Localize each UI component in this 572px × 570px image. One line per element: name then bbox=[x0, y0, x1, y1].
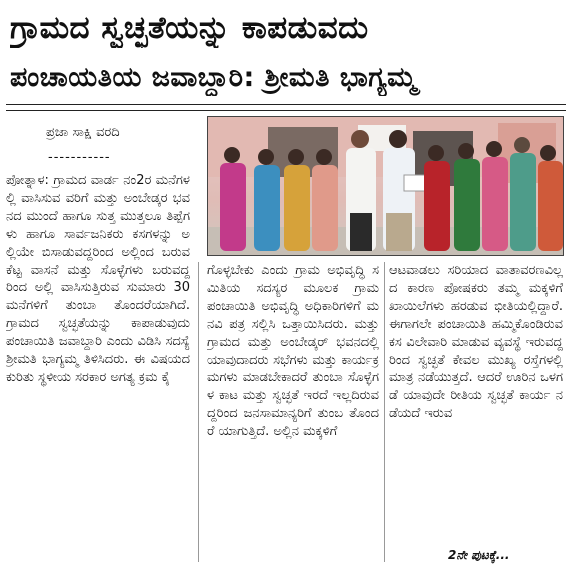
headline-divider-secondary bbox=[6, 110, 566, 111]
article-column-3: ಆಟವಾಡಲು ಸರಿಯಾದ ವಾತಾವರಣವಿಲ್ಲದ ಕಾರಣ ಪೋಷಕರು ತಮ್ಮ ಮಕ್ಕಳಿಗೆ ಖಾಯಿಲೆಗಳು ಹರಡುವ ಭೀತಿಯಲ್ಲಿದ್ದಾರೆ. ಈಗಾಗಲೇ ಪಂಚಾಯಿತಿ ಹಮ್ಮಿಕೊಂಡಿರುವ ಕಸ ವಿಲೇವಾರಿ ಮಾಡುವ ವ್ಯವಸ್ಥೆ ಇರುವದ್ದರಿಂದ ಸ್ವಚ್ಛತೆ ಕೇವಲ ಮುಖ್ಯ ರಸ್ತೆಗಳಲ್ಲಿ ಮಾತ್ರ ನಡೆಯುತ್ತದೆ. ಆದರೆ ಊರಿನ ಒಳಗಡೆ ಯಾವುದೇ ರೀತಿಯ ಸ್ವಚ್ಛತೆ ಕಾರ್ಯ ನಡೆಯದೆ ಇರುವ bbox=[389, 263, 563, 422]
article-column-2: ಗೊಳ್ಳಬೇಕು ಎಂದು ಗ್ರಾಮ ಅಭಿವೃದ್ಧಿ ಸಮಿತಿಯ ಸದಸ್ಯರ ಮೂಲಕ ಗ್ರಾಮ ಪಂಚಾಯಿತಿ ಅಭಿವೃದ್ಧಿ ಅಧಿಕಾರಿಗಳಿಗೆ ಮನವಿ ಪತ್ರ ಸಲ್ಲಿಸಿ ಒತ್ತಾಯಿಸಿದರು. ಮತ್ತು ಗ್ರಾಮದ ಮತ್ತು ಅಂಬೇಡ್ಕರ್ ಭವನದಲ್ಲಿ ಯಾವುದಾದರು ಸಭೆಗಳು ಮತ್ತು ಕಾರ್ಯಕ್ರಮಗಳು ಮಾಡಬೇಕಾದರೆ ತುಂಬಾ ಸೊಳ್ಳೆಗಳ ಕಾಟ ಮತ್ತು ಸ್ವಚ್ಛತೆ ಇರದೆ ಇಲ್ಲದಿರುವದ್ದರಿಂದ ಜನಸಾಮಾನ್ಯರಿಗೆ ತುಂಬ ತೊಂದರೆ ಯಾಗುತ್ತಿದೆ. ಅಲ್ಲಿನ ಮಕ್ಕಳಿಗೆ bbox=[207, 263, 379, 440]
column-divider bbox=[198, 262, 199, 562]
news-photo bbox=[207, 116, 564, 256]
article-column-1: ಪೋತ್ನಾಳ: ಗ್ರಾಮದ ವಾರ್ಡ ನಂ2ರ ಮನೆಗಳಲ್ಲಿ ವಾಸಿಸುವ ವರಿಗೆ ಮತ್ತು ಅಂಬೇಡ್ಕರ ಭವನದ ಮುಂದೆ ಹಾಗೂ ಸುತ್ತ ಮುತ್ತಲೂ ತಿಪ್ಪೆಗಳು ಹಾಗೂ ಸಾರ್ವಜನಿಕರು ಕಸಗಳನ್ನು ಅಲ್ಲಿಯೇ ಬಿಸಾಡುವದ್ದರಿಂದ ಅಲ್ಲಿಂದ ಬರುವ ಕೆಟ್ಟ ವಾಸನೆ ಮತ್ತು ಸೊಳ್ಳೆಗಳು ಬರುವದ್ದರಿಂದ ಅಲ್ಲಿ ವಾಸಿಸುತ್ತಿರುವ ಸುಮಾರು 30 ಮನೆಗಳಿಗೆ ತುಂಬಾ ತೊಂದರೆಯಾಗಿದೆ. ಗ್ರಾಮದ ಸ್ವಚ್ಛತೆಯನ್ನು ಕಾಪಾಡುವುದು ಪಂಚಾಯಿತಿ ಜವಾಬ್ದಾರಿ ಎಂದು ವಿಡಿಸಿ ಸದಸ್ಯೆ ಶ್ರೀಮತಿ ಭಾಗ್ಯಮ್ಮ ತಿಳಿಸಿದರು. ಈ ವಿಷಯದ ಕುರಿತು ಸ್ಥಳೀಯ ಸರಕಾರ ಅಗತ್ಯ ಕ್ರಮ ಕೈ bbox=[6, 173, 190, 385]
byline-underline: ----------- bbox=[48, 150, 111, 165]
group-photo-illustration bbox=[208, 117, 563, 255]
headline-line-2: ಪಂಚಾಯತಿಯ ಜವಾಬ್ದಾರಿ: ಶ್ರೀಮತಿ ಭಾಗ್ಯಮ್ಮ bbox=[10, 62, 417, 93]
continued-on-page-2: 2ನೇ ಪುಟಕ್ಕೆ... bbox=[448, 548, 510, 562]
headline-divider bbox=[6, 104, 566, 105]
column-divider bbox=[384, 262, 385, 562]
byline: ಪ್ರಜಾ ಸಾಕ್ಷಿ ವರದಿ bbox=[46, 125, 120, 140]
headline-line-1: ಗ್ರಾಮದ ಸ್ವಚ್ಛತೆಯನ್ನು ಕಾಪಡುವದು bbox=[10, 10, 369, 46]
